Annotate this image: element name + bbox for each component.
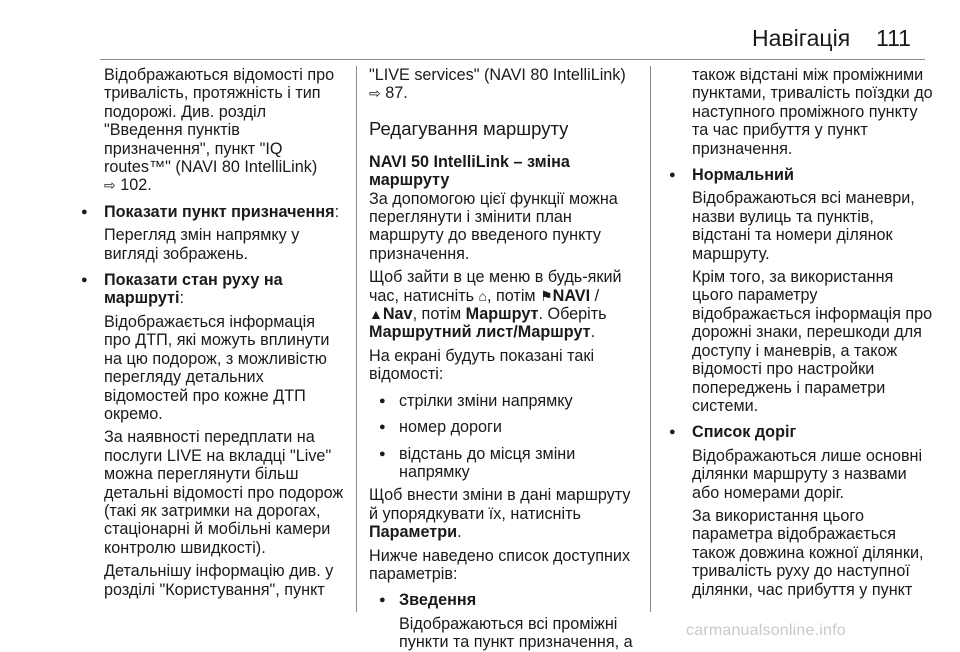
option-title: Список доріг: [692, 423, 797, 442]
paragraph: Відображаються всі проміжні пункти та пункт призначення, а: [399, 614, 633, 652]
nav-label: Nav: [382, 305, 413, 324]
route-sheet-label: Маршрутний лист: [369, 323, 514, 342]
column-2: [369, 66, 633, 652]
column-divider: [650, 66, 651, 612]
column-3: [666, 66, 936, 599]
page-ref-link[interactable]: 102.: [120, 176, 152, 195]
option-title: Показати пункт призначення: [104, 202, 335, 221]
list-item: ● Показати стан руху на маршруті:: [78, 271, 346, 308]
paragraph: Відображаються лише основні ділянки маршруту з назвами або номерами доріг.: [692, 446, 923, 502]
paragraph: Щоб внести зміни в дані маршруту й упорядкувати їх, натисніть Параметри.: [369, 486, 631, 542]
option-title: Зведення: [399, 591, 477, 610]
page-header: [0, 24, 960, 54]
paragraph: Відображається інформація про ДТП, які можуть вплинути на цю подорож, з можливістю перегляду детальних відомостей про кожне ДТП окремо.: [104, 312, 330, 423]
paragraph: Щоб зайти в це меню в будь-який час, натисніть ⌂, потім ⚑NAVI / ▲Nav, потім Маршрут. Оберіть Маршрутний лист/Маршрут.: [369, 268, 622, 342]
column-divider: [356, 66, 357, 612]
route-label: Маршрут: [517, 323, 591, 342]
section-title: Навігація: [752, 25, 851, 51]
list-item: ● стрілки зміни напрямку: [369, 392, 633, 410]
paragraph: За допомогою цієї функції можна переглянути і змінити план маршруту до введеного пункту призначення.: [369, 189, 618, 263]
parameters-label: Параметри: [369, 523, 458, 542]
paragraph: Крім того, за використання цього параметру відображається інформація про дорожні знаки, перешкоди для доступу і маневрів, а також відомості про настройки попереджень і параметри системи.: [692, 268, 933, 415]
page-ref-arrow-icon: ⇨: [104, 177, 116, 194]
option-title: Нормальний: [692, 166, 794, 185]
paragraph: На екрані будуть показані такі відомості:: [369, 346, 595, 384]
list-item: ● Показати пункт призначення:: [78, 203, 346, 221]
column-1: [78, 66, 346, 599]
paragraph: Відображаються відомості про тривалість, протяжність і тип подорожі. Див. розділ "Введення пунктів призначення", пункт "IQ routes™" (NAVI 80 IntelliLink) ⇨ 102.: [104, 66, 335, 195]
list-item: [666, 166, 936, 184]
watermark: carmanualsonline.info: [686, 622, 846, 639]
list-item: [369, 591, 633, 609]
option-title: Показати стан руху на маршруті: [104, 271, 283, 308]
paragraph: Детальнішу інформацію див. у розділі "Користування", пункт: [104, 562, 334, 599]
paragraph: Нижче наведено список доступних параметрів:: [369, 546, 631, 583]
paragraph: За наявності передплати на послуги LIVE на вкладці "Live" можна переглянути більш детальні відомості про подорож (такі як затримки на дорогах, стаціонарні й мобільні камери контролю швидкості).: [104, 428, 344, 557]
navigation-arrow-icon: ▲: [369, 306, 383, 323]
page-ref-arrow-icon: ⇨: [369, 85, 381, 102]
paragraph: Відображаються всі маневри, назви вулиць та пунктів, відстані та номери ділянок маршруту.: [692, 189, 915, 263]
route-label: Маршрут: [465, 305, 539, 324]
subheading: NAVI 50 IntelliLink – зміна маршруту: [369, 152, 570, 190]
flag-icon: ⚑: [540, 287, 553, 304]
list-item: ● відстань до місця зміни напрямку: [369, 445, 633, 482]
page-ref-link[interactable]: 87.: [385, 84, 408, 103]
paragraph: За використання цього параметра відображається також довжина кожної ділянки, тривалість руху до наступної ділянки, час прибуття у пункт: [692, 506, 924, 599]
paragraph: "LIVE services" (NAVI 80 IntelliLink) ⇨ 87.: [369, 66, 626, 103]
list-item: ● номер дороги: [369, 418, 633, 436]
section-heading: Редагування маршруту: [369, 117, 569, 139]
list-item: [666, 423, 936, 441]
paragraph: Перегляд змін напрямку у вигляді зображень.: [104, 226, 300, 263]
paragraph: також відстані між проміжними пунктами, тривалість поїздки до наступного проміжного пункту та час прибуття у пункт призначення.: [692, 66, 933, 158]
page-number: 111: [876, 25, 911, 51]
header-rule: [100, 59, 925, 60]
navi-label: NAVI: [552, 286, 591, 305]
home-icon: ⌂: [478, 287, 488, 304]
